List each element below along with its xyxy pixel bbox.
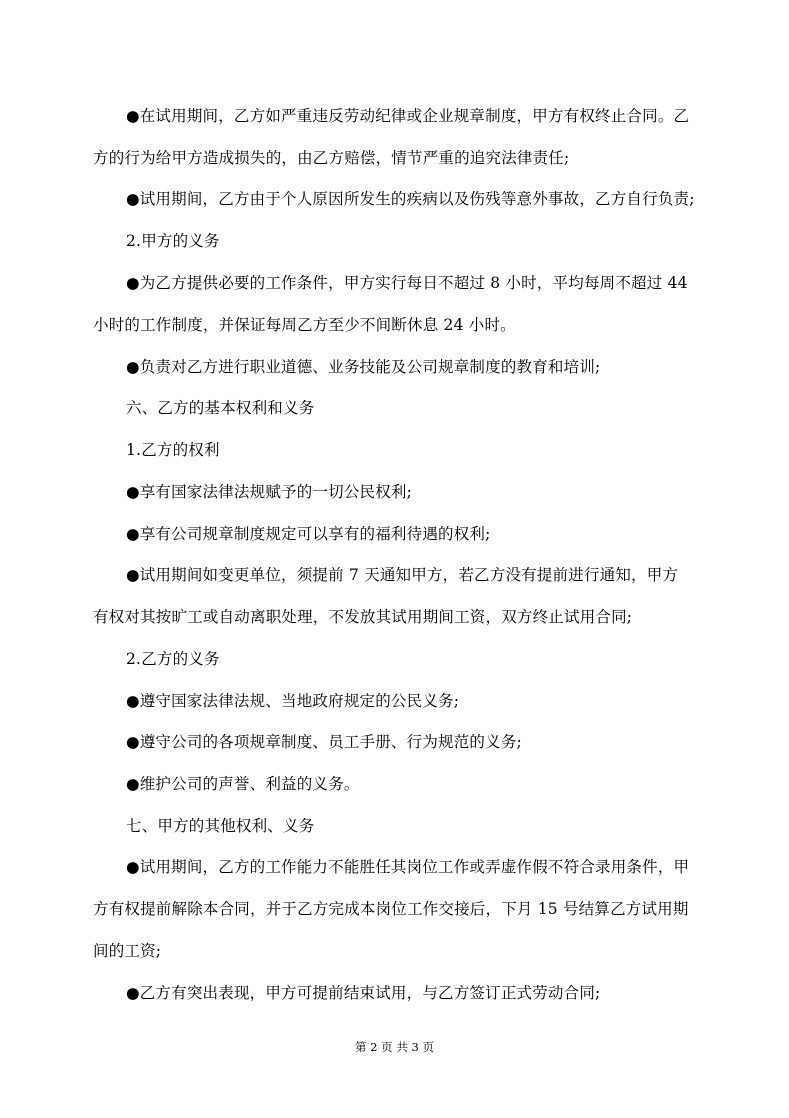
body-text-line: ●试用期间，乙方的工作能力不能胜任其岗位工作或弄虚作假不符合录用条件，甲 <box>126 858 690 876</box>
body-text-line: ●维护公司的声誉、利益的义务。 <box>126 775 360 793</box>
body-text-line: ●遵守公司的各项规章制度、员工手册、行为规范的义务; <box>126 733 522 751</box>
body-text-line: 间的工资; <box>93 942 162 960</box>
section-heading: 2.乙方的义务 <box>126 650 220 668</box>
body-text-line: ●为乙方提供必要的工作条件，甲方实行每日不超过 8 小时，平均每周不超过 44 <box>126 274 688 292</box>
body-text-line: 方有权提前解除本合同，并于乙方完成本岗位工作交接后，下月 15 号结算乙方试用期 <box>93 900 689 918</box>
body-text-line: 小时的工作制度，并保证每周乙方至少不间断休息 24 小时。 <box>93 316 516 334</box>
body-text-line: 方的行为给甲方造成损失的，由乙方赔偿，情节严重的追究法律责任; <box>93 149 570 167</box>
section-heading: 六、乙方的基本权利和义务 <box>126 399 315 417</box>
section-heading: 1.乙方的权利 <box>126 441 220 459</box>
body-text-line: ●乙方有突出表现，甲方可提前结束试用，与乙方签订正式劳动合同; <box>126 984 601 1002</box>
body-text-line: ●试用期间，乙方由于个人原因所发生的疾病以及伤残等意外事故，乙方自行负责; <box>126 190 695 208</box>
body-text-line: 有权对其按旷工或自动离职处理，不发放其试用期间工资，双方终止试用合同; <box>93 608 633 626</box>
body-text-line: ●享有国家法律法规赋予的一切公民权利; <box>126 483 413 501</box>
body-text-line: ●负责对乙方进行职业道德、业务技能及公司规章制度的教育和培训; <box>126 358 601 376</box>
section-heading: 2.甲方的义务 <box>126 232 220 250</box>
body-text-line: ●在试用期间，乙方如严重违反劳动纪律或企业规章制度，甲方有权终止合同。乙 <box>126 107 690 125</box>
body-text-line: ●试用期间如变更单位，须提前 7 天通知甲方，若乙方没有提前进行通知，甲方 <box>126 566 679 584</box>
body-text-line: ●遵守国家法律法规、当地政府规定的公民义务; <box>126 692 460 710</box>
section-heading: 七、甲方的其他权利、义务 <box>126 817 315 835</box>
page-number-footer: 第 2 页 共 3 页 <box>355 1040 434 1054</box>
body-text-line: ●享有公司规章制度规定可以享有的福利待遇的权利; <box>126 525 491 543</box>
